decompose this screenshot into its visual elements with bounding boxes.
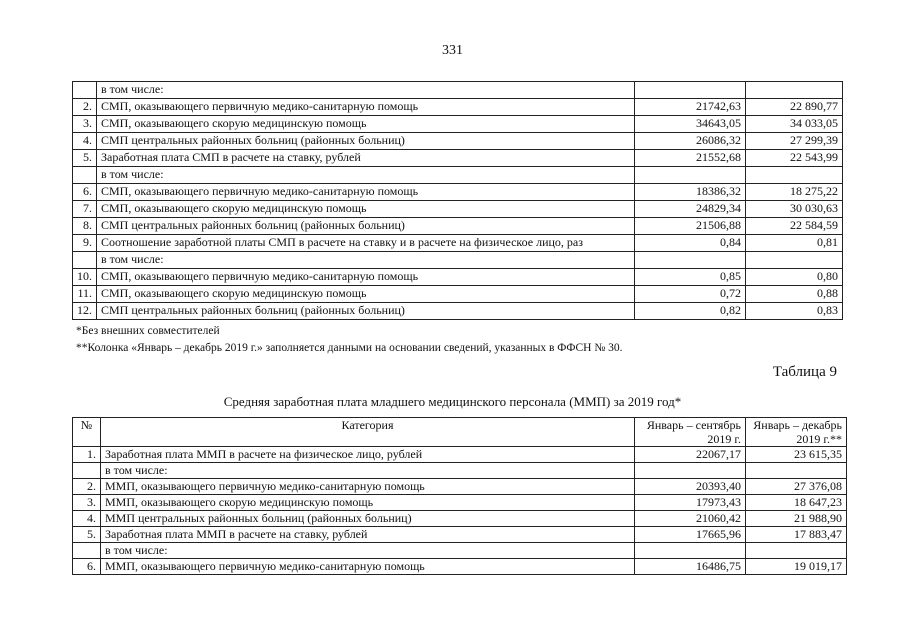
row-value-jan-sep: 26086,32 [635, 133, 746, 150]
row-value-jan-sep: 18386,32 [635, 184, 746, 201]
row-value-jan-dec: 17 883,47 [746, 527, 847, 543]
row-value-jan-dec: 0,80 [746, 269, 843, 286]
row-value-jan-dec: 34 033,05 [746, 116, 843, 133]
row-category: Соотношение заработной платы СМП в расчете на ставку и в расчете на физическое лицо, раз [97, 235, 635, 252]
row-number [73, 82, 97, 99]
row-category: СМП, оказывающего скорую медицинскую помощь [97, 286, 635, 303]
row-value-jan-dec: 21 988,90 [746, 511, 847, 527]
table-row [73, 116, 843, 133]
header-jan-sep [635, 418, 746, 447]
row-value-jan-sep: 24829,34 [635, 201, 746, 218]
row-number: 5. [73, 150, 97, 167]
header-jan-dec-line1: Январь – декабрь [753, 418, 842, 432]
row-category: Заработная плата ММП в расчете на физическое лицо, рублей [101, 447, 635, 463]
table-row [73, 559, 847, 575]
row-number: 4. [73, 133, 97, 150]
row-number: 1. [73, 447, 101, 463]
table-row [73, 99, 843, 116]
row-category: ММП, оказывающего первичную медико-санитарную помощь [101, 559, 635, 575]
row-number: 12. [73, 303, 97, 320]
row-number [73, 463, 101, 479]
row-number: 3. [73, 495, 101, 511]
table-row [73, 269, 843, 286]
row-number: 10. [73, 269, 97, 286]
salary-table-smp [72, 81, 843, 320]
table-row [73, 218, 843, 235]
header-jan-dec-line2: 2019 г.** [796, 432, 842, 446]
table-row [73, 235, 843, 252]
row-value-jan-dec: 30 030,63 [746, 201, 843, 218]
row-category: СМП, оказывающего первичную медико-санитарную помощь [97, 184, 635, 201]
row-category: СМП, оказывающего первичную медико-санитарную помощь [97, 269, 635, 286]
row-category: СМП центральных районных больниц (районных больниц) [97, 218, 635, 235]
row-category: Заработная плата СМП в расчете на ставку, рублей [97, 150, 635, 167]
row-value-jan-dec [746, 463, 847, 479]
row-value-jan-dec [746, 543, 847, 559]
footnotes [76, 323, 623, 357]
row-number: 6. [73, 184, 97, 201]
row-number: 7. [73, 201, 97, 218]
row-value-jan-dec: 22 890,77 [746, 99, 843, 116]
table-row [73, 495, 847, 511]
row-category: Заработная плата ММП в расчете на ставку, рублей [101, 527, 635, 543]
row-number [73, 252, 97, 269]
row-value-jan-dec: 0,83 [746, 303, 843, 320]
row-category: ММП, оказывающего скорую медицинскую помощь [101, 495, 635, 511]
row-value-jan-sep [635, 82, 746, 99]
table-row [73, 150, 843, 167]
row-value-jan-sep [635, 463, 746, 479]
header-num: № [73, 418, 101, 447]
row-category: СМП, оказывающего скорую медицинскую помощь [97, 201, 635, 218]
table-row [73, 167, 843, 184]
row-value-jan-dec: 22 584,59 [746, 218, 843, 235]
table-row [73, 252, 843, 269]
header-jan-dec [746, 418, 847, 447]
row-value-jan-sep: 0,85 [635, 269, 746, 286]
row-value-jan-sep: 20393,40 [635, 479, 746, 495]
row-number: 3. [73, 116, 97, 133]
row-category: в том числе: [101, 543, 635, 559]
salary-table-mmp [72, 417, 847, 575]
row-value-jan-sep: 34643,05 [635, 116, 746, 133]
table-row [73, 303, 843, 320]
row-value-jan-dec: 0,81 [746, 235, 843, 252]
row-category: СМП, оказывающего первичную медико-санитарную помощь [97, 99, 635, 116]
row-number: 5. [73, 527, 101, 543]
header-category: Категория [101, 418, 635, 447]
row-value-jan-dec [746, 252, 843, 269]
row-number [73, 167, 97, 184]
row-value-jan-sep [635, 252, 746, 269]
row-value-jan-sep: 21742,63 [635, 99, 746, 116]
table-row [73, 463, 847, 479]
row-value-jan-sep: 0,84 [635, 235, 746, 252]
header-jan-sep-line2: 2019 г. [707, 432, 741, 446]
table-row [73, 511, 847, 527]
row-value-jan-dec [746, 82, 843, 99]
row-value-jan-dec: 18 647,23 [746, 495, 847, 511]
row-value-jan-dec: 19 019,17 [746, 559, 847, 575]
footnote-1: *Без внешних совместителей [76, 325, 220, 337]
row-number: 11. [73, 286, 97, 303]
table-row [73, 543, 847, 559]
row-value-jan-sep: 21060,42 [635, 511, 746, 527]
row-value-jan-dec: 22 543,99 [746, 150, 843, 167]
row-category: ММП, оказывающего первичную медико-санитарную помощь [101, 479, 635, 495]
header-jan-sep-line1: Январь – сентябрь [646, 418, 741, 432]
row-value-jan-dec: 27 299,39 [746, 133, 843, 150]
row-value-jan-dec: 27 376,08 [746, 479, 847, 495]
row-value-jan-dec: 0,88 [746, 286, 843, 303]
row-value-jan-sep: 21552,68 [635, 150, 746, 167]
row-value-jan-sep: 17665,96 [635, 527, 746, 543]
row-value-jan-sep [635, 167, 746, 184]
row-category: СМП центральных районных больниц (районных больниц) [97, 133, 635, 150]
row-category: в том числе: [101, 463, 635, 479]
row-number: 9. [73, 235, 97, 252]
row-value-jan-dec: 23 615,35 [746, 447, 847, 463]
row-number: 6. [73, 559, 101, 575]
table-row [73, 184, 843, 201]
row-category: ММП центральных районных больниц (районных больниц) [101, 511, 635, 527]
table-row [73, 201, 843, 218]
row-category: СМП, оказывающего скорую медицинскую помощь [97, 116, 635, 133]
row-number: 2. [73, 99, 97, 116]
table-row [73, 286, 843, 303]
row-number [73, 543, 101, 559]
row-category: в том числе: [97, 252, 635, 269]
row-value-jan-sep: 22067,17 [635, 447, 746, 463]
row-number: 2. [73, 479, 101, 495]
table-row [73, 447, 847, 463]
row-number: 8. [73, 218, 97, 235]
row-value-jan-dec: 18 275,22 [746, 184, 843, 201]
footnote-2: **Колонка «Январь – декабрь 2019 г.» заполняется данными на основании сведений, указанных в ФФСН № 30. [76, 342, 623, 354]
row-number: 4. [73, 511, 101, 527]
row-value-jan-sep: 0,72 [635, 286, 746, 303]
table-header-row [73, 418, 847, 447]
table-row [73, 82, 843, 99]
table-row [73, 527, 847, 543]
row-value-jan-sep: 0,82 [635, 303, 746, 320]
row-value-jan-sep: 17973,43 [635, 495, 746, 511]
table-caption: Средняя заработная плата младшего медицинского персонала (ММП) за 2019 год* [223, 394, 682, 409]
row-value-jan-sep: 21506,88 [635, 218, 746, 235]
row-category: в том числе: [97, 82, 635, 99]
row-value-jan-dec [746, 167, 843, 184]
table-row [73, 133, 843, 150]
row-value-jan-sep [635, 543, 746, 559]
table-label: Таблица 9 [772, 364, 837, 380]
row-category: в том числе: [97, 167, 635, 184]
page-number: 331 [442, 43, 463, 58]
row-category: СМП центральных районных больниц (районных больниц) [97, 303, 635, 320]
row-value-jan-sep: 16486,75 [635, 559, 746, 575]
table-row [73, 479, 847, 495]
